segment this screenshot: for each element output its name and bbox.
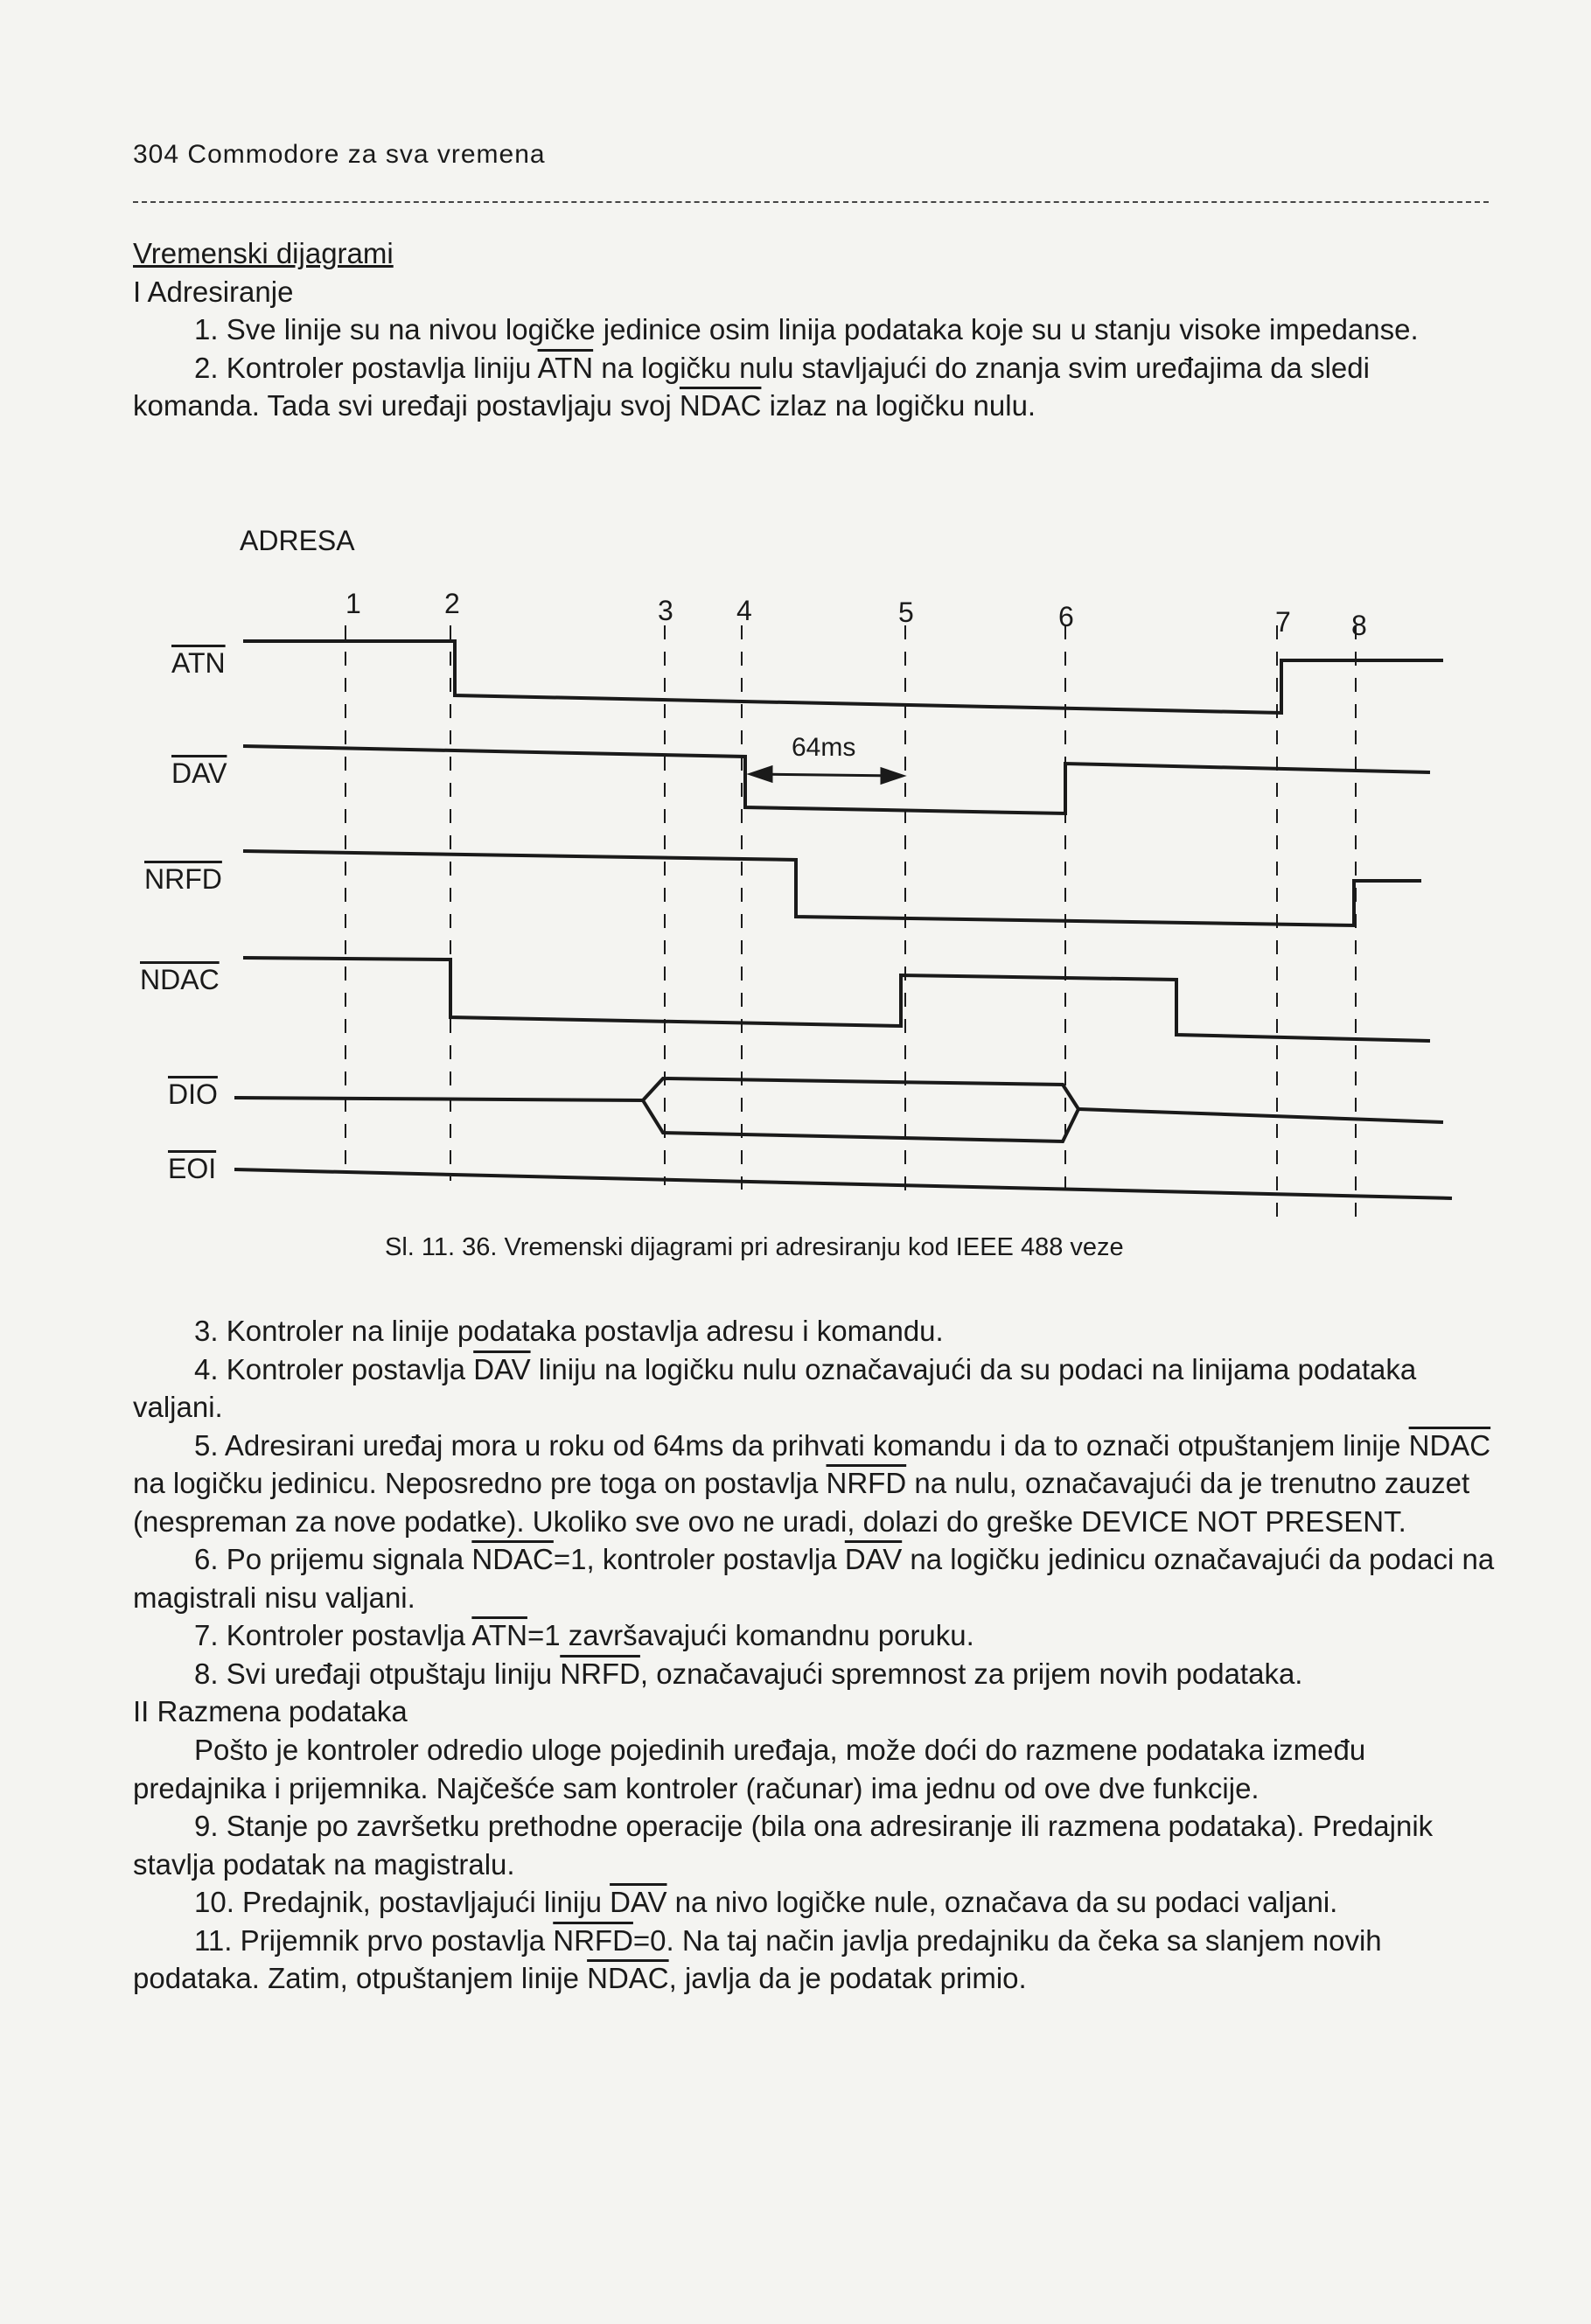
step-11: 11. Prijemnik prvo postavlja NRFD=0. Na taj način javlja predajniku da čeka sa slanjem novih podataka. Zatim, otpuštanjem linije NDAC, javlja da je podatak primio. — [133, 1923, 1382, 1995]
step-7: 7. Kontroler postavlja $\overline{ATN}=1$ završavajući komandnu poruku. — [194, 1619, 974, 1652]
signal-label-eoi: $\overline{EOI}$ — [168, 1153, 217, 1184]
atn-waveform — [243, 641, 1443, 713]
signal-label-nrfd: NRFD — [144, 863, 222, 895]
step-1: 1. Sve linije su na nivou logičke jedinice osim linija podataka koje su u stanju visoke impedanse. — [194, 313, 1419, 346]
interval-arrowhead-left — [750, 767, 771, 781]
signal-label-dav: $\overline{DAV}$ — [171, 757, 227, 789]
subsection-heading: I Adresiranje — [133, 275, 294, 308]
dio-waveform-right — [1078, 1109, 1443, 1122]
marker-label-7: 7 — [1275, 606, 1291, 638]
dio-waveform-left — [234, 1098, 643, 1100]
marker-label-6: 6 — [1058, 601, 1074, 632]
step-6: 6. Po prijemu signala NDAC=1, kontroler postavlja $\overline{DAV}$ na logičku jedinicu označavajući da podaci na magistrali nisu valjani. — [133, 1543, 1495, 1614]
running-title: Commodore za sva vremena — [187, 140, 546, 169]
section-heading: Vremenski dijagrami — [133, 237, 394, 269]
marker-label-1: 1 — [345, 588, 361, 619]
step-5: 5. Adresirani uređaj mora u roku od 64ms da prihvati komandu i da to označi otpuštanjem linije NDAC na logičku jedinicu. Neposredno pre toga on postavlja NRFD na nulu, označavajući da je trenutno zauzet (nespreman za nove podatke). Ukoliko sve ovo ne uradi, dolazi do greške DEVICE NOT PRESENT. — [133, 1428, 1491, 1538]
eoi-waveform — [234, 1169, 1452, 1198]
signal-label-atn: $\overline{ATN}$ — [171, 647, 226, 679]
figure-title: ADRESA — [240, 525, 355, 556]
dio-lower — [643, 1100, 1078, 1141]
step-10: 10. Predajnik, postavljajući liniju $\overline{DAV}$ na nivo logičke nule, označava da su podaci valjani. — [194, 1886, 1338, 1919]
marker-label-2: 2 — [444, 588, 460, 619]
section-2-intro: Pošto je kontroler odredio uloge pojedinih uređaja, može doći do razmene podataka između predajnika i prijemnika. Najčešće sam kontroler (računar) ima jednu od ove dve funkcije. — [133, 1734, 1366, 1804]
interval-arrowhead-right — [882, 769, 903, 783]
section-2-heading: II Razmena podataka — [133, 1695, 408, 1728]
step-2: 2. Kontroler postavlja liniju $\overline{ATN}$ na logičku nulu stavljajući do znanja svim uređajima da sledi komanda. Tada svi uređaji postavljaju svoj NDAC izlaz na logičku nulu. — [133, 351, 1370, 422]
signal-label-ndac: NDAC — [140, 964, 220, 995]
steps-section — [133, 1312, 1497, 1998]
interval-label: 64ms — [792, 733, 856, 762]
page-number: 304 — [133, 140, 180, 169]
dio-upper — [643, 1078, 1078, 1109]
step-3: 3. Kontroler na linije podataka postavlja adresu i komandu. — [194, 1315, 944, 1347]
step-8: 8. Svi uređaji otpuštaju liniju NRFD, označavajući spremnost za prijem novih podataka. — [194, 1657, 1303, 1690]
ndac-waveform — [243, 958, 1430, 1041]
figure-caption: Sl. 11. 36. Vremenski dijagrami pri adresiranju kod IEEE 488 veze — [385, 1233, 1124, 1261]
marker-label-8: 8 — [1351, 610, 1367, 641]
nrfd-waveform — [243, 851, 1421, 925]
marker-label-3: 3 — [658, 595, 673, 626]
signal-label-dio: $\overline{DIO}$ — [168, 1078, 218, 1110]
step-9: 9. Stanje po završetku prethodne operacije (bila ona adresiranje ili razmena podataka). Predajnik stavlja podatak na magistralu. — [133, 1810, 1434, 1881]
marker-label-4: 4 — [736, 595, 752, 626]
interval-arrow-line — [750, 774, 901, 776]
marker-label-5: 5 — [898, 597, 914, 628]
step-4: 4. Kontroler postavlja $\overline{DAV}$ liniju na logičku nulu označavajući da su podaci na linijama podataka valjani. — [133, 1352, 1417, 1424]
